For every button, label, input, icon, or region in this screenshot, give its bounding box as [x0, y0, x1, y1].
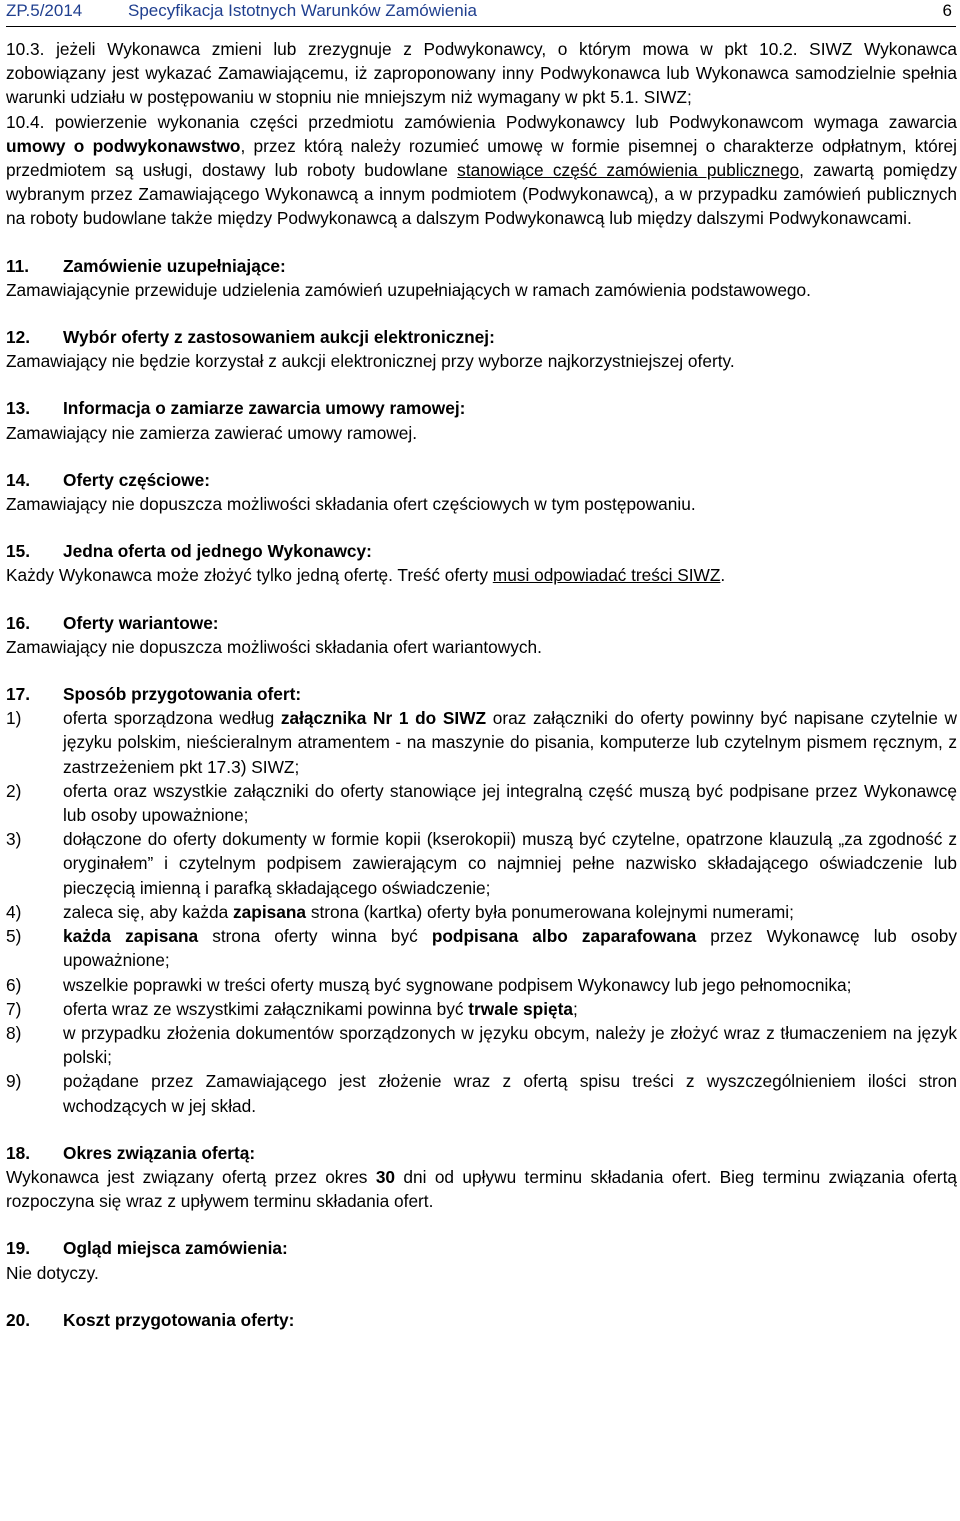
- section-text: Zamawiający nie dopuszcza możliwości składania ofert wariantowych.: [6, 636, 542, 657]
- list-item-number: 4): [6, 901, 22, 922]
- section-number: 20.: [6, 1309, 31, 1330]
- clause-number: 10.4.: [6, 111, 45, 132]
- bold-text: załącznika Nr 1 do SIWZ: [280, 708, 487, 729]
- bold-text: zapisana: [233, 901, 307, 922]
- section-text: Zamawiający nie zamierza zawierać umowy ramowej.: [6, 422, 418, 443]
- section-heading: [6, 254, 957, 278]
- list-item: [6, 1069, 957, 1117]
- page-header: [6, 0, 956, 27]
- section-text-part: Każdy Wykonawca może złożyć tylko jedną ofertę. Treść oferty: [6, 565, 493, 586]
- list-item-text: [63, 924, 957, 972]
- section-title: Oferty częściowe:: [63, 469, 210, 490]
- section-bold-text: 30: [375, 1166, 396, 1187]
- list-item-number: 3): [6, 829, 22, 850]
- clause-10-4: [6, 110, 957, 231]
- section-number: 19.: [6, 1238, 31, 1259]
- document-title: Specyfikacja Istotnych Warunków Zamówienia: [128, 1, 477, 20]
- list-item-number: 8): [6, 1022, 22, 1043]
- list-item-text: [63, 997, 957, 1021]
- list-item-text: dołączone do oferty dokumenty w formie kopii (kserokopii) muszą być czytelne, opatrzone klauzulą „za zgodność z oryginałem” i czytelnym podpisem zawierającym co najmniej pełne nazwisko składającego oświadczenie lub pieczęcią imienną i parafką składającego oświadczenie;: [63, 829, 957, 898]
- section-20: [6, 1308, 957, 1332]
- clause-text: jeżeli Wykonawca zmieni lub zrezygnuje z Podwykonawcy, o którym mowa w pkt 10.2. SIWZ Wykonawca zobowiązany jest wykazać Zamawiającemu, iż zaproponowany inny Podwykonawca lub Wykonawca samodzielnie spełnia warunki udziału w postępowaniu w stopniu nie mniejszym niż wymagany w pkt 5.1. SIWZ;: [6, 39, 958, 108]
- text-part: przez Wykonawcę lub osoby upoważnione;: [63, 926, 957, 971]
- section-heading: [6, 396, 957, 420]
- section-title: Zamówienie uzupełniające:: [63, 255, 286, 276]
- document-code: ZP.5/2014: [6, 1, 83, 20]
- section-text: Nie dotyczy.: [6, 1262, 99, 1283]
- bold-text: podpisana albo zaparafowana: [431, 926, 697, 947]
- list-item-text: oferta oraz wszystkie załączniki do oferty stanowiące jej integralną część muszą być podpisane przez Wykonawcę lub osoby upoważnione;: [63, 780, 957, 826]
- section-11: [6, 254, 957, 302]
- section-text-part: Wykonawca jest związany ofertą przez okres: [6, 1166, 376, 1187]
- list: [6, 706, 957, 1117]
- list-item-number: 6): [6, 974, 22, 995]
- section-number: 17.: [6, 684, 31, 705]
- clause-text: powierzenie wykonania części przedmiotu zamówienia Podwykonawcy lub Podwykonawcom wymaga zawarcia: [54, 111, 957, 132]
- section-text-part: .: [720, 565, 726, 586]
- list-item: [6, 973, 957, 997]
- section-heading: [6, 682, 957, 706]
- section-18: [6, 1141, 957, 1214]
- list-item-text: [63, 706, 957, 779]
- list-item: [6, 827, 957, 900]
- list-item-number: 5): [6, 926, 22, 947]
- section-title: Ogląd miejsca zamówienia:: [63, 1238, 288, 1259]
- text-part: zaleca się, aby każda: [63, 901, 234, 922]
- text-part: oferta sporządzona według: [63, 708, 281, 729]
- section-15: [6, 539, 957, 587]
- section-13: [6, 396, 957, 444]
- section-title: Oferty wariantowe:: [63, 612, 219, 633]
- section-heading: [6, 468, 957, 492]
- text-part: ;: [573, 998, 578, 1019]
- section-title: Wybór oferty z zastosowaniem aukcji elektronicznej:: [63, 327, 495, 348]
- list-item: [6, 1021, 957, 1069]
- list-item-number: 9): [6, 1071, 22, 1092]
- text-part: strona (kartka) oferty była ponumerowana kolejnymi numerami;: [306, 901, 794, 922]
- section-text: Zamawiający nie będzie korzystał z aukcji elektronicznej przy wyborze najkorzystniejszej oferty.: [6, 351, 735, 372]
- list-item-text: w przypadku złożenia dokumentów sporządzonych w języku obcym, należy je złożyć wraz z tłumaczeniem na język polski;: [63, 1022, 957, 1068]
- section-12: [6, 325, 957, 373]
- list-item: [6, 706, 957, 779]
- bold-text: każda zapisana: [63, 926, 199, 947]
- section-number: 16.: [6, 612, 31, 633]
- section-heading: [6, 1141, 957, 1165]
- section-text: [6, 563, 957, 587]
- section-heading: [6, 1236, 957, 1260]
- section-16: [6, 611, 957, 659]
- section-17: [6, 682, 957, 1118]
- section-title: Okres związania ofertą:: [63, 1142, 256, 1163]
- section-heading: [6, 1308, 957, 1332]
- section-text: Zamawiający nie dopuszcza możliwości składania ofert częściowych w tym postępowaniu.: [6, 494, 696, 515]
- clause-bold-text: umowy o podwykonawstwo: [6, 135, 241, 156]
- list-item-text: [63, 900, 957, 924]
- list-item: [6, 900, 957, 924]
- section-heading: [6, 611, 957, 635]
- section-title: Sposób przygotowania ofert:: [63, 684, 302, 705]
- clause-underlined-text: stanowiące część zamówienia publicznego: [457, 160, 800, 181]
- section-title: Jedna oferta od jednego Wykonawcy:: [63, 541, 372, 562]
- list-item-number: 7): [6, 998, 22, 1019]
- section-heading: [6, 539, 957, 563]
- document-body: [6, 37, 957, 1332]
- list-item-number: 1): [6, 708, 22, 729]
- list-item-text: wszelkie poprawki w treści oferty muszą być sygnowane podpisem Wykonawcy lub jego pełnomocnika;: [63, 974, 852, 995]
- section-title: Informacja o zamiarze zawarcia umowy ramowej:: [63, 398, 466, 419]
- section-number: 12.: [6, 327, 31, 348]
- text-part: strona oferty winna być: [198, 926, 432, 947]
- section-text: Zamawiającynie przewiduje udzielenia zamówień uzupełniających w ramach zamówienia podstawowego.: [6, 279, 811, 300]
- clause-text: , zawartą pomiędzy wybranym przez Zamawiającego Wykonawcą a innym podmiotem (Podwykonawcą), a w przypadku zamówień publicznych na roboty budowlane także między Podwykonawcą a dalszym Podwykonawcą lub między dalszymi Podwykonawcami.: [6, 160, 957, 229]
- text-part: oraz załączniki do oferty powinny być napisane czytelnie w języku polskim, nieścieralnym atramentem - na maszynie do pisania, komputerze lub czytelnym pismem ręcznym, z zastrzeżeniem pkt 17.3) SIWZ;: [63, 708, 958, 777]
- clause-10-3: [6, 37, 957, 110]
- section-text-part: dni od upływu terminu składania ofert. Bieg terminu związania ofertą rozpoczyna się wraz z upływem terminu składania ofert.: [6, 1166, 957, 1212]
- section-title: Koszt przygotowania oferty:: [63, 1309, 295, 1330]
- section-number: 14.: [6, 469, 31, 490]
- section-14: [6, 468, 957, 516]
- section-number: 15.: [6, 541, 31, 562]
- section-text: [6, 1165, 957, 1213]
- clause-text: , przez którą należy rozumieć umowę w formie pisemnej o charakterze odpłatnym, której przedmiotem są usługi, dostawy lub roboty budowlane: [6, 135, 957, 181]
- section-19: [6, 1236, 957, 1284]
- list-item: [6, 997, 957, 1021]
- section-underlined-text: musi odpowiadać treści SIWZ: [492, 565, 721, 586]
- section-number: 18.: [6, 1142, 31, 1163]
- page-number: 6: [942, 1, 952, 20]
- text-part: oferta wraz ze wszystkimi załącznikami powinna być: [63, 998, 469, 1019]
- section-number: 13.: [6, 398, 31, 419]
- bold-text: trwale spięta: [468, 998, 573, 1019]
- list-item: [6, 924, 957, 972]
- list-item-number: 2): [6, 780, 22, 801]
- clause-number: 10.3.: [6, 39, 45, 59]
- list-item: [6, 779, 957, 827]
- section-heading: [6, 325, 957, 349]
- section-number: 11.: [6, 255, 30, 276]
- list-item-text: pożądane przez Zamawiającego jest złożenie wraz z ofertą spisu treści z wyszczególnieniem ilości stron wchodzących w jej skład.: [63, 1071, 957, 1116]
